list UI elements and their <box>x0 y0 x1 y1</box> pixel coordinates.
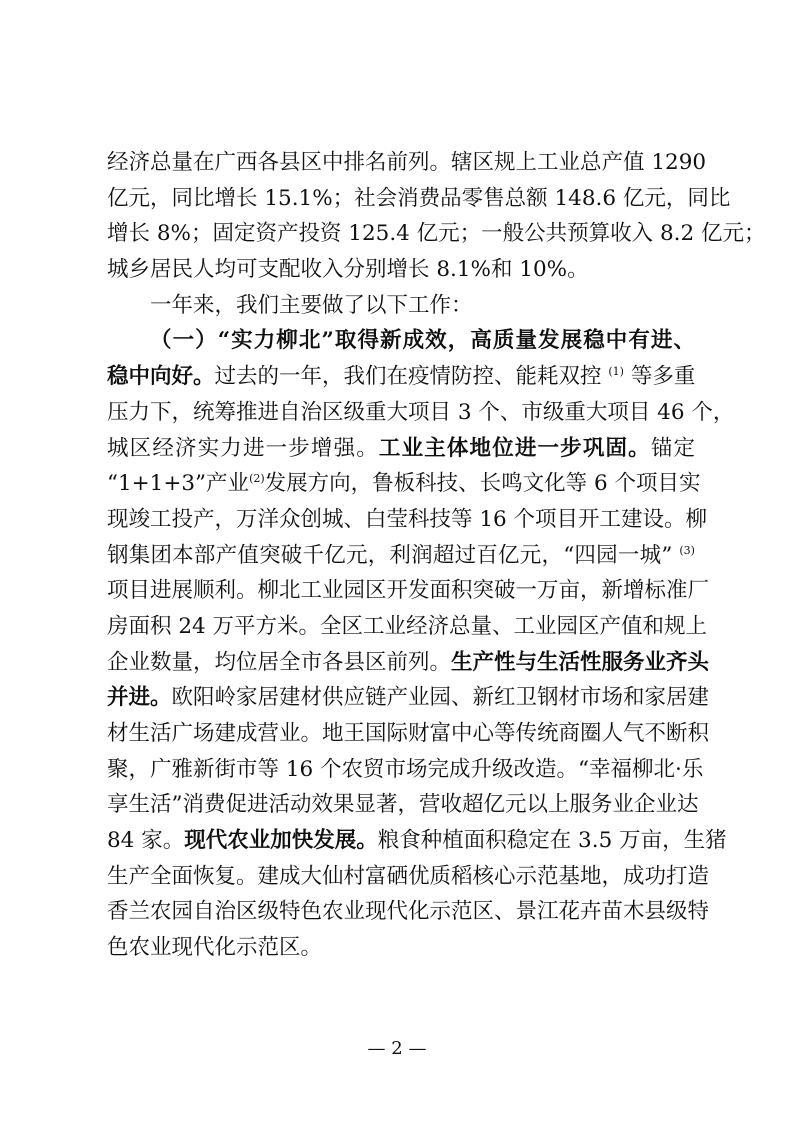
text-line <box>107 645 710 681</box>
inline-text: 粮食种植面积稳定在 3.5 万亩，生猪 <box>377 828 727 854</box>
subheading: 生产性与生活性服务业齐头 <box>451 649 710 675</box>
text-line: 房面积 24 万平方米。全区工业经济总量、工业园区产值和规上 <box>107 613 708 639</box>
text-line <box>107 538 695 574</box>
inline-text: 84 家。 <box>107 828 185 854</box>
text-line: 享生活”消费促进活动效果显著，营收超亿元以上服务业企业达 <box>107 792 699 818</box>
text-line: 一年来，我们主要做了以下工作： <box>150 292 473 318</box>
inline-text: 锚定 <box>650 435 695 461</box>
text-line: 色农业现代化示范区。 <box>107 935 323 961</box>
text-line: 城乡居民人均可支配收入分别增长 8.1%和 10%。 <box>107 257 589 283</box>
inline-text: 欧阳岭家居建材供应链产业园、新红卫钢材市场和家居建 <box>171 685 710 711</box>
text-line: 聚，广雅新街市等 16 个农贸市场完成升级改造。“幸福柳北·乐 <box>107 756 704 782</box>
text-line: 现竣工投产，万洋众创城、白莹科技等 16 个项目开工建设。柳 <box>107 506 708 532</box>
inline-text: 企业数量，均位居全市各县区前列。 <box>107 649 452 675</box>
inline-text: “1+1+3”产业 <box>107 471 250 497</box>
text-line: 压力下，统筹推进自治区级重大项目 3 个、市级重大项目 46 个， <box>107 399 735 425</box>
text-line: 经济总量在广西各县区中排名前列。辖区规上工业总产值 1290 <box>107 150 707 175</box>
subheading: 工业主体地位进一步巩固。 <box>378 435 651 461</box>
document-body <box>107 145 766 966</box>
footnote-marker: (3) <box>679 543 695 557</box>
text-line: 香兰农园自治区级特色农业现代化示范区、景江花卉苗木县级特 <box>107 899 710 925</box>
text-line <box>107 431 695 467</box>
section-heading: （一）“实力柳北”取得新成效，高质量发展稳中有进、 <box>150 328 695 354</box>
subheading: 现代农业加快发展。 <box>184 828 378 854</box>
text-line <box>107 466 701 502</box>
text-line: 项目进展顺利。柳北工业园区开发面积突破一万亩，新增标准厂 <box>107 578 710 604</box>
inline-text: 等多重 <box>630 364 696 390</box>
subheading: 并进。 <box>107 685 172 711</box>
page-number: — 2 — <box>367 1038 427 1059</box>
text-line: 增长 8%；固定资产投资 125.4 亿元；一般公共预算收入 8.2 亿元； <box>107 221 766 247</box>
text-line: 材生活广场建成营业。地王国际财富中心等传统商圈人气不断积 <box>107 721 710 746</box>
inline-text: 过去的一年，我们在疫情防控、能耗双控 <box>214 364 602 390</box>
text-line <box>107 823 727 859</box>
inline-text: 发展方向，鲁板科技、长鸣文化等 6 个项目实 <box>264 471 701 497</box>
footnote-marker: (2) <box>249 472 265 486</box>
inline-text: 城区经济实力进一步增强。 <box>107 435 379 461</box>
text-line <box>107 359 695 395</box>
text-line <box>107 680 710 716</box>
inline-text: 钢集团本部产值突破千亿元，利润超过百亿元，“四园一城” <box>107 542 673 568</box>
section-heading-tail: 稳中向好。 <box>107 364 215 390</box>
footnote-marker: (1) <box>608 364 624 378</box>
text-line: 亿元，同比增长 15.1%；社会消费品零售总额 148.6 亿元，同比 <box>107 185 731 211</box>
text-line: 生产全面恢复。建成大仙村富硒优质稻核心示范基地，成功打造 <box>107 863 710 889</box>
